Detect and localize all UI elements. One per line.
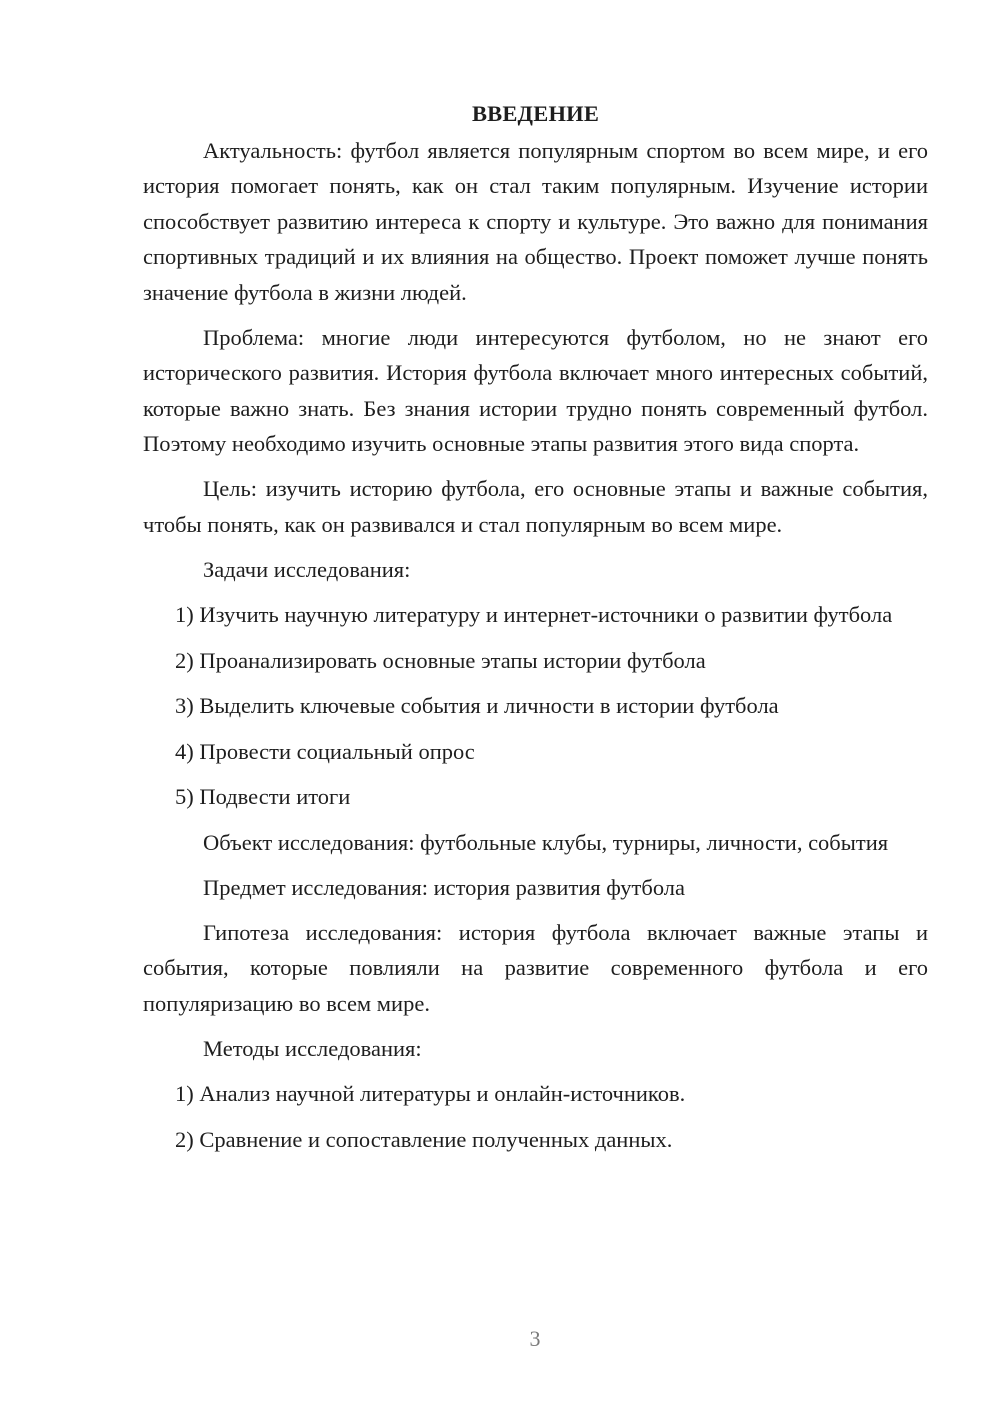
object-paragraph: Объект исследования: футбольные клубы, турниры, личности, события	[203, 829, 889, 855]
task-item: 5) Подвести итоги	[175, 784, 351, 809]
page-number: 3	[529, 1326, 541, 1351]
task-item: 3) Выделить ключевые события и личности в истории футбола	[175, 693, 779, 718]
method-item: 1) Анализ научной литературы и онлайн-источников.	[175, 1081, 686, 1106]
task-item: 1) Изучить научную литературу и интернет-источники о развитии футбола	[175, 602, 893, 627]
method-item: 2) Сравнение и сопоставление полученных данных.	[175, 1126, 673, 1152]
document-page	[143, 96, 928, 1167]
task-item: 2) Проанализировать основные этапы истории футбола	[175, 647, 706, 673]
relevance-paragraph: Актуальность: футбол является популярным спортом во всем мире, и его история помогает понять, как он стал таким популярным. Изучение истории способствует развитию интереса к спорту и культуре. Это важно для понимания спортивных традиций и их влияния на общество. Проект поможет лучше понять значение футбола в жизни людей.	[143, 137, 928, 305]
methods-title: Методы исследования:	[203, 1035, 422, 1061]
section-heading: ВВЕДЕНИЕ	[471, 101, 600, 126]
tasks-title: Задачи исследования:	[203, 556, 411, 582]
task-item: 4) Провести социальный опрос	[175, 738, 475, 764]
problem-paragraph: Проблема: многие люди интересуются футболом, но не знают его исторического развития. История футбола включает много интересных событий, которые важно знать. Без знания истории трудно понять современный футбол. Поэтому необходимо изучить основные этапы развития этого вида спорта.	[143, 324, 928, 456]
subject-paragraph: Предмет исследования: история развития футбола	[203, 874, 686, 900]
hypothesis-paragraph: Гипотеза исследования: история футбола включает важные этапы и события, которые повлияли на развитие современного футбола и его популяризацию во всем мире.	[143, 919, 928, 1016]
goal-paragraph: Цель: изучить историю футбола, его основные этапы и важные события, чтобы понять, как он развивался и стал популярным во всем мире.	[143, 476, 928, 537]
